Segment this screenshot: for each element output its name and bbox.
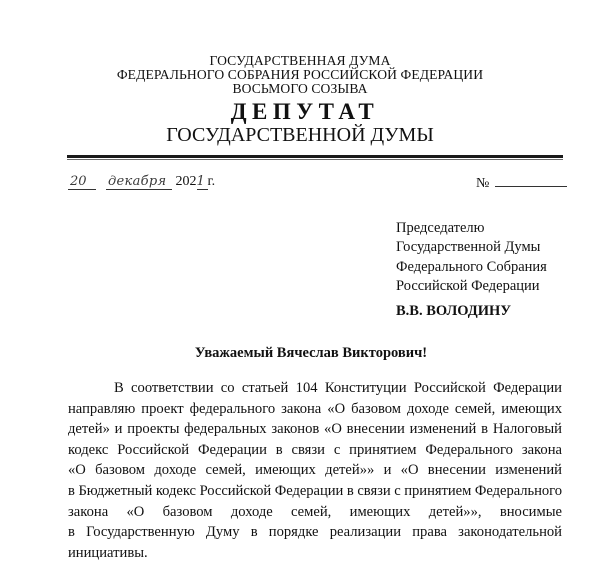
addressee-line: Государственной Думы — [396, 239, 541, 256]
body-line: в Бюджетный кодекс Российской Федерации в связи с принятием Федерального — [68, 482, 562, 499]
number-blank-line — [495, 174, 567, 187]
body-line: направляю проект федерального закона «О базовом доходе семей, имеющих — [68, 400, 562, 417]
date-year-label: г. — [207, 174, 216, 189]
addressee-block — [396, 219, 547, 321]
number-sign-label: № — [476, 176, 490, 191]
letter-number — [476, 174, 567, 192]
body-line: закона «О базовом доходе семей, имеющих детей»», вносимые — [68, 503, 562, 520]
addressee-line: Федерального Собрания — [396, 258, 547, 275]
date-month-handwritten: декабря — [106, 175, 172, 190]
salutation: Уважаемый Вячеслав Викторович! — [194, 345, 428, 361]
body-line: «О базовом доходе семей, имеющих детей»» и «О внесении изменений — [68, 462, 562, 479]
letterhead-line-convocation: ВОСЬМОГО СОЗЫВА — [232, 81, 368, 96]
date-year-prefix: 202 — [175, 174, 197, 189]
letterhead-line-duma: ГОСУДАРСТВЕННАЯ ДУМА — [209, 53, 391, 68]
addressee-name: В.В. ВОЛОДИНУ — [396, 303, 511, 320]
letter-date — [68, 174, 215, 190]
letterhead-line-federal-assembly: ФЕДЕРАЛЬНОГО СОБРАНИЯ РОССИЙСКОЙ ФЕДЕРАЦИИ — [116, 67, 484, 82]
body-line: кодекс Российской Федерации в связи с принятием Федерального закона — [68, 441, 562, 458]
separator-thick-line — [67, 155, 563, 158]
letterhead-subtitle: ГОСУДАРСТВЕННОЙ ДУМЫ — [166, 124, 434, 146]
addressee-line: Российской Федерации — [396, 277, 540, 294]
body-line: инициативы. — [68, 544, 148, 561]
addressee-line: Председателю — [396, 220, 485, 236]
letterhead-title: ДЕПУТАТ — [230, 99, 380, 124]
date-year-suffix-handwritten: 1 — [197, 175, 208, 190]
separator-thin-line — [67, 159, 563, 160]
body-line: В соответствии со статьей 104 Конституции Российской Федерации — [114, 380, 562, 396]
body-line: детей» и проекты федеральных законов «О внесении изменений в Налоговый — [68, 421, 562, 438]
body-line: в Государственную Думу в порядке реализации права законодательной — [68, 524, 562, 541]
letter-body-paragraph — [68, 378, 562, 563]
date-day-handwritten: 20 — [68, 175, 96, 190]
